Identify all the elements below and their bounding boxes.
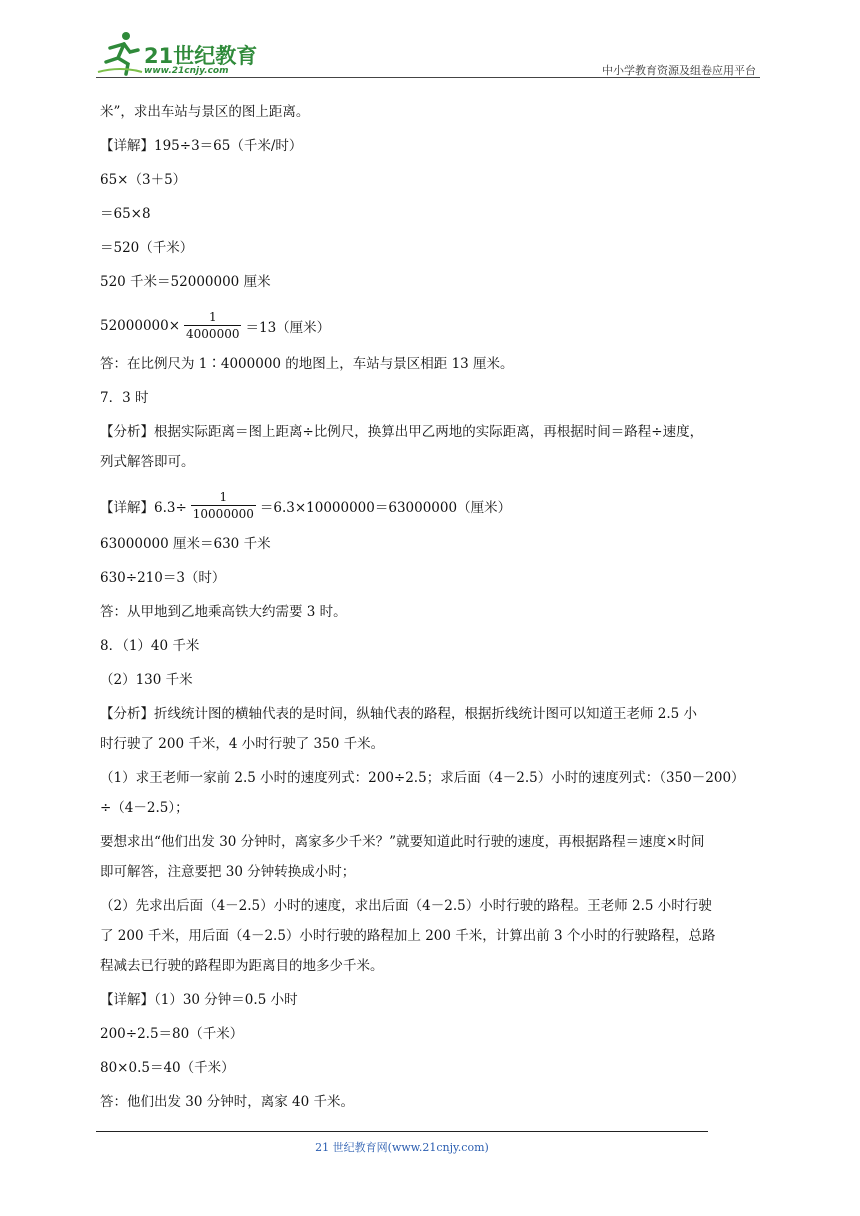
text-line: 63000000 厘米＝630 千米 <box>100 536 271 552</box>
question-number: 8．（1）40 千米 <box>100 638 200 654</box>
text-line: 了 200 千米，用后面（4－2.5）小时行驶的路程加上 200 千米，计算出前 3 个小时的行驶路程，总路 <box>100 928 716 944</box>
fraction-numerator: 1 <box>208 310 217 324</box>
text-line: ÷（4－2.5）； <box>100 800 189 816</box>
text-line: 80×0.5＝40（千米） <box>100 1060 235 1076</box>
text-line: 【详解】（1）30 分钟＝0.5 小时 <box>100 992 298 1008</box>
fraction-denominator: 4000000 <box>186 327 240 341</box>
text-line: 520 千米＝52000000 厘米 <box>100 274 271 290</box>
fraction-denominator: 10000000 <box>192 507 254 521</box>
runner-logo-icon <box>96 28 144 80</box>
logo-url: www.21cnjy.com <box>144 66 229 76</box>
expression-suffix: ＝6.3×10000000＝63000000（厘米） <box>259 500 512 516</box>
footer-divider <box>96 1131 708 1132</box>
question-number: 7．3 时 <box>100 390 149 406</box>
fraction-line <box>100 486 780 526</box>
text-line: 630÷210＝3（时） <box>100 570 226 586</box>
footer-link[interactable]: 21 世纪教育网(www.21cnjy.com) <box>315 1141 489 1154</box>
expression-suffix: ＝13（厘米） <box>245 320 331 336</box>
text-line: ＝65×8 <box>100 206 151 222</box>
site-logo[interactable] <box>96 28 266 80</box>
text-line: （2）先求出后面（4－2.5）小时的速度，求出后面（4－2.5）小时行驶的路程。王老师 2.5 小时行驶 <box>100 898 712 914</box>
text-line: （2）130 千米 <box>100 672 193 688</box>
text-line: 答：他们出发 30 分钟时，离家 40 千米。 <box>100 1094 355 1110</box>
header-divider <box>96 77 760 78</box>
fraction <box>184 310 241 342</box>
text-line: 答：在比例尺为 1∶4000000 的地图上，车站与景区相距 13 厘米。 <box>100 356 514 372</box>
fraction-numerator: 1 <box>219 490 228 504</box>
text-line: 65×（3＋5） <box>100 172 187 188</box>
text-line: 时行驶了 200 千米，4 小时行驶了 350 千米。 <box>100 736 385 752</box>
page-header <box>96 28 760 80</box>
expression-prefix: 52000000× <box>100 318 181 334</box>
text-line: 【详解】195÷3＝65（千米/时） <box>100 138 303 154</box>
text-line: 米”，求出车站与景区的图上距离。 <box>100 104 310 120</box>
expression-prefix: 【详解】6.3÷ <box>100 500 187 516</box>
fraction-line <box>100 306 780 346</box>
text-line: 即可解答，注意要把 30 分钟转换成小时； <box>100 864 356 880</box>
text-line: 程减去已行驶的路程即为距离目的地多少千米。 <box>100 958 384 974</box>
document-body <box>100 102 780 1126</box>
logo-text: 21世纪教育 <box>144 44 258 68</box>
text-line: 要想求出“他们出发 30 分钟时，离家多少千米？”就要知道此时行驶的速度，再根据路程＝速度×时间 <box>100 834 705 850</box>
text-line: 答：从甲地到乙地乘高铁大约需要 3 时。 <box>100 604 347 620</box>
fraction <box>191 490 256 522</box>
text-line: （1）求王老师一家前 2.5 小时的速度列式：200÷2.5；求后面（4－2.5）小时的速度列式：（350－200） <box>100 770 745 786</box>
text-line: 【分析】根据实际距离＝图上距离÷比例尺，换算出甲乙两地的实际距离，再根据时间＝路程÷速度， <box>100 424 704 440</box>
header-platform-text: 中小学教育资源及组卷应用平台 <box>602 64 756 77</box>
text-line: 列式解答即可。 <box>100 454 195 470</box>
text-line: 【分析】折线统计图的横轴代表的是时间，纵轴代表的路程，根据折线统计图可以知道王老师 2.5 小 <box>100 706 698 722</box>
text-line: ＝520（千米） <box>100 240 194 256</box>
text-line: 200÷2.5＝80（千米） <box>100 1026 244 1042</box>
